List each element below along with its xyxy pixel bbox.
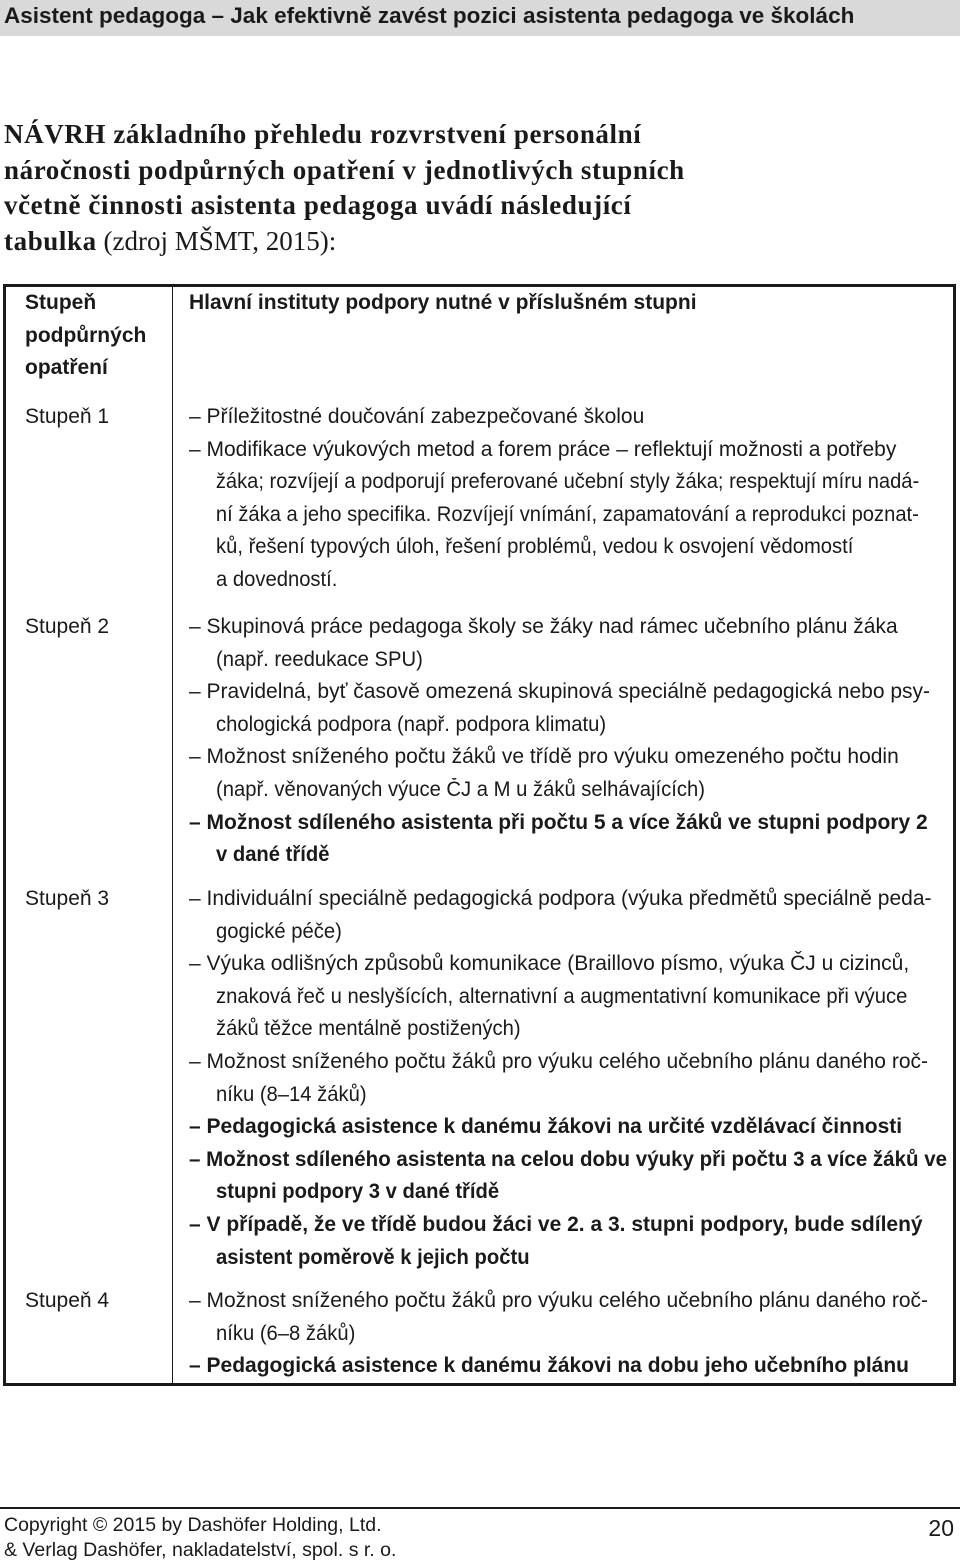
support-line-bold: – Pedagogická asistence k danému žákovi na dobu jeho učebního plánu — [189, 1354, 910, 1378]
support-line: žáka; rozvíjejí a podporují preferované učební styly žáka; respektují míru nadá- — [215, 470, 920, 494]
support-line: ní žáka a jeho specifika. Rozvíjejí vnímání, zapamatování a reprodukci poznat- — [215, 502, 919, 526]
intro-line: NÁVRH základního přehledu rozvrstvení personální — [4, 119, 642, 149]
intro-line: náročnosti podpůrných opatření v jednotlivých stupních — [4, 154, 685, 185]
publisher-line: & Verlag Dashöfer, nakladatelství, spol. s r. o. — [4, 1539, 397, 1561]
support-line: – Pravidelná, byť časově omezená skupinová speciálně pedagogická nebo psy- — [189, 680, 931, 704]
support-line-bold: – Pedagogická asistence k danému žákovi na určité vzdělávací činnosti — [189, 1115, 903, 1139]
table-row — [5, 399, 955, 609]
support-line: (např. věnovaných výuce ČJ a M u žáků selhávajících) — [215, 777, 705, 801]
table-row — [5, 609, 955, 881]
page-number: 20 — [928, 1515, 954, 1541]
running-header — [0, 0, 960, 36]
support-line: – Možnost sníženého počtu žáků pro výuku celého učebního plánu daného roč- — [189, 1049, 928, 1073]
col2-header-text: Hlavní instituty podpory nutné v příslušném stupni — [189, 291, 697, 314]
support-line-bold: – Možnost sdíleného asistenta při počtu 5 a více žáků ve stupni podpory 2 — [189, 810, 928, 834]
support-line-bold: – Možnost sdíleného asistenta na celou dobu výuky při počtu 3 a více žáků ve — [189, 1147, 948, 1171]
copyright-line: Copyright © 2015 by Dashöfer Holding, Ltd. — [4, 1514, 382, 1536]
stage-label: Stupeň 1 — [25, 405, 110, 428]
table-header-row — [5, 286, 955, 400]
stage-cell — [5, 399, 173, 609]
support-line-bold: – V případě, že ve třídě budou žáci ve 2. a 3. stupni podpory, bude sdílený — [189, 1212, 923, 1236]
support-cell — [173, 881, 955, 1283]
support-line: chologická podpora (např. podpora klimatu) — [215, 712, 607, 736]
support-line: gogické péče) — [215, 919, 342, 943]
support-line: znaková řeč u neslyšících, alternativní a augmentativní komunikace při výuce — [215, 984, 908, 1008]
col1-header-line: podpůrných — [25, 323, 147, 347]
footer-copyright — [4, 1513, 704, 1563]
support-line: níku (6–8 žáků) — [215, 1321, 356, 1345]
intro-line — [4, 224, 764, 260]
stage-label: Stupeň 2 — [25, 615, 110, 638]
support-line: (např. reedukace SPU) — [215, 647, 423, 671]
support-line: – Příležitostné doučování zabezpečované školou — [189, 405, 645, 428]
col1-header-line: Stupeň — [25, 291, 97, 314]
support-line: – Výuka odlišných způsobů komunikace (Braillovo písmo, výuka ČJ u cizinců, — [189, 952, 910, 976]
intro-paragraph — [4, 117, 764, 259]
table-row — [5, 1283, 955, 1385]
support-levels-table — [3, 284, 956, 1386]
intro-source: (zdroj MŠMT, 2015): — [96, 225, 337, 256]
col2-header — [173, 286, 955, 400]
support-line: žáků těžce mentálně postižených) — [215, 1017, 521, 1041]
running-header-title: Asistent pedagoga – Jak efektivně zavést pozici asistenta pedagoga ve školách — [4, 3, 855, 28]
support-line: – Možnost sníženého počtu žáků ve třídě pro výuku omezeného počtu hodin — [189, 745, 899, 769]
support-line: – Skupinová práce pedagoga školy se žáky nad rámec učebního plánu žáka — [189, 615, 898, 638]
stage-cell — [5, 1283, 173, 1385]
support-line: – Možnost sníženého počtu žáků pro výuku celého učebního plánu daného roč- — [189, 1289, 928, 1312]
stage-label: Stupeň 4 — [25, 1289, 110, 1312]
support-line-bold: stupni podpory 3 v dané třídě — [215, 1180, 500, 1204]
support-line-bold: v dané třídě — [215, 843, 330, 867]
stage-cell — [5, 881, 173, 1283]
support-line-bold: asistent poměrově k jejich počtu — [215, 1245, 530, 1269]
support-line: – Modifikace výukových metod a forem práce – reflektují možnosti a potřeby — [189, 437, 897, 461]
support-cell — [173, 609, 955, 881]
intro-line: včetně činnosti asistenta pedagoga uvádí následující — [4, 190, 632, 220]
footer-divider — [0, 1507, 960, 1509]
support-line: níku (8–14 žáků) — [215, 1082, 367, 1106]
stage-cell — [5, 609, 173, 881]
support-line: ků, řešení typových úloh, řešení problémů, vedou k osvojení vědomostí — [215, 535, 854, 559]
support-line: – Individuální speciálně pedagogická podpora (výuka předmětů speciálně peda- — [189, 887, 932, 910]
col1-header — [5, 286, 173, 400]
support-line: a dovedností. — [215, 567, 338, 591]
table-row — [5, 881, 955, 1283]
intro-bold-word: tabulka — [4, 225, 97, 256]
col1-header-line: opatření — [25, 356, 108, 380]
stage-label: Stupeň 3 — [25, 887, 110, 910]
support-cell — [173, 1283, 955, 1385]
support-cell — [173, 399, 955, 609]
